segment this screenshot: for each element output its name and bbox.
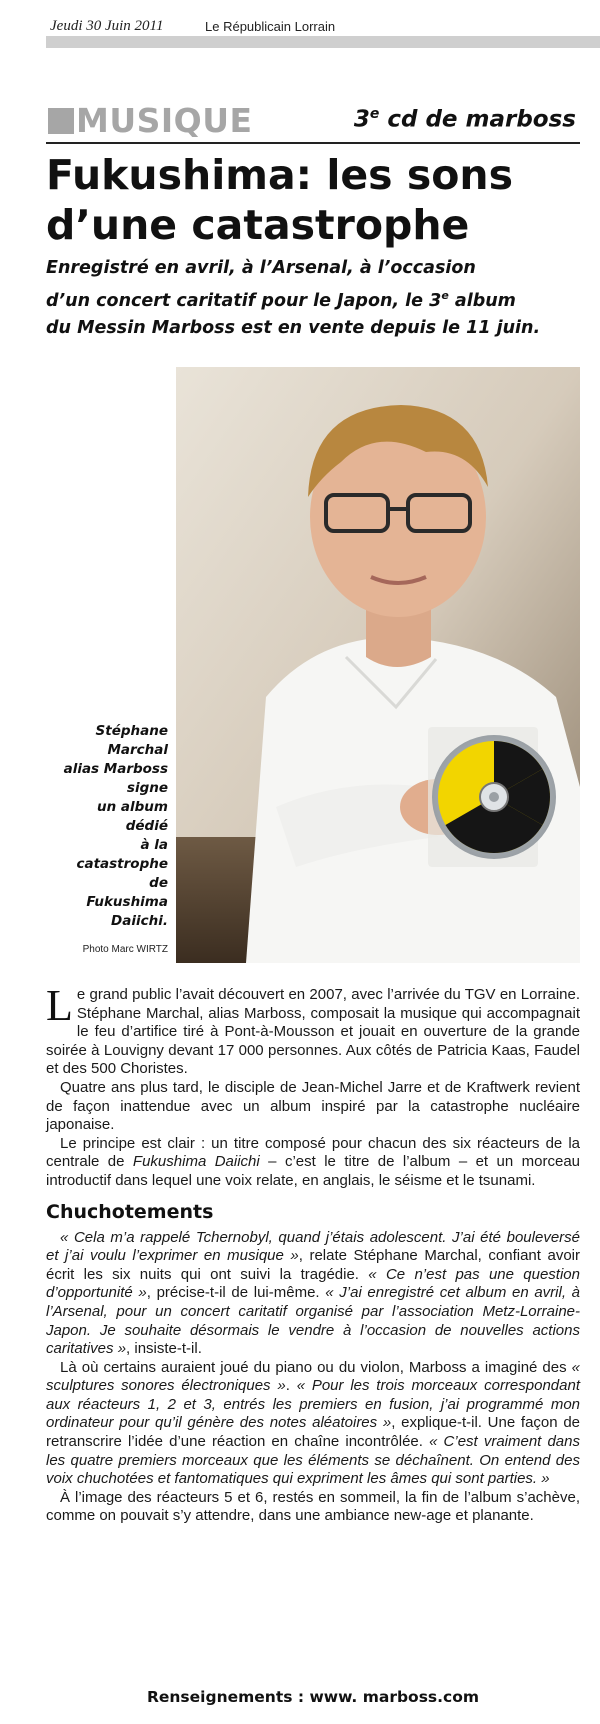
caption-line: catastrophe [76,856,168,872]
p5-text: , explique-t-il. Une façon de retranscrire l’idée d’une réaction en chaîne incontrôlée. [46,1414,581,1451]
standfirst-line-2b: album [448,290,516,311]
rubric-label: MUSIQUE [76,101,253,140]
caption-line: de [149,875,168,891]
footer-info: Renseignements : www. marboss.com [146,1688,480,1706]
headline-line-2: d’une catastrophe [46,201,470,249]
quote: « J’ai enregistré cet album en avril, à l’Arsenal, pour un concert caritatif organisé par l’association Metz-Lorraine-Japon. Je souhaite désormais le vendre à l’occasion de nouvelles actions caritatives » [46,1284,580,1358]
headline [46,150,586,250]
photo-credit: Photo Marc WIRTZ [82,944,168,955]
caption-line: Marchal [107,742,168,758]
quote: « Ce n’est pas une question d’opportunité » [46,1265,580,1302]
caption-line: à la [140,837,168,853]
kicker-text: cd de marboss [379,106,576,133]
portrait-illustration [176,367,580,963]
p3-text-a: Le principe est clair : un titre composé pour chacun des six réacteurs de la centrale de [46,1134,580,1171]
paragraph-1-text: e grand public l’avait découvert en 2007, avec l’arrivée du TGV en Lorraine. Stéphane Marchal, alias Marboss, composait la musique qui accompagnait le feu d’artifice tiré à Pont-à-Mousson et jouait en ouverture de la grande soirée à Louvigny devant 17 000 personnes. Aux côtés de Patricia Kaas, Faudel et des 500 Choristes. [46,986,580,1078]
kicker-sup: e [369,106,380,122]
drop-cap: L [46,981,73,1030]
quote: « sculptures sonores électroniques » [46,1358,580,1395]
p5-text: . [285,1377,297,1395]
publication-date: Jeudi 30 Juin 2011 [50,18,164,34]
newspaper-name: Le Républicain Lorrain [205,19,336,34]
p4-text: , insiste-t-il. [126,1340,202,1358]
caption-line: Fukushima [86,894,168,910]
quote: « Cela m’a rappelé Tchernobyl, quand j’étais adolescent. J’ai été bouleversé et j’ai voulu l’exprimer en musique » [46,1228,580,1265]
caption-line: alias Marboss [63,761,168,777]
paragraph-4 [46,1229,580,1359]
p3-emphasis: Fukushima Daiichi [132,1153,260,1171]
article-body [46,981,581,1526]
paragraph-5 [46,1359,580,1489]
standfirst-line-3: du Messin Marboss est en vente depuis le 11 juin. [46,317,541,338]
rubric-square-icon [48,108,74,134]
p4-text: , précise-t-il de lui-même. [146,1284,326,1302]
quote: « C’est vraiment dans les quatre premiers morceaux que les éléments se déchaînent. On entend des voix chuchotées et fantomatiques qui expriment les âmes qui sont parties. » [46,1433,580,1488]
header-rule [46,36,600,48]
paragraph-3 [46,1135,580,1191]
page-header [0,8,600,34]
article-photo [176,367,580,963]
standfirst-line-1: Enregistré en avril, à l’Arsenal, à l’occasion [46,258,476,278]
standfirst [46,255,586,342]
subheading: Chuchotements [46,1200,214,1223]
paragraph-2: Quatre ans plus tard, le disciple de Jean-Michel Jarre et de Kraftwerk revient de façon inattendue avec un album inspiré par la catastrophe nucléaire japonaise. [46,1078,580,1134]
p3-text-b: – c’est le titre de l’album – et un morceau introductif dans lequel une voix relate, en anglais, le séisme et le tsunami. [46,1153,581,1189]
caption-line: signe [126,780,168,796]
p5-text: Là où certains auraient joué du piano ou du violon, Marboss a imaginé des [60,1358,572,1376]
quote: « Pour les trois morceaux correspondant aux réacteurs 1, 2 et 3, entrés les premiers en fusion, j’ai programmé mon ordinateur pour qu’il génère des notes aléatoires » [46,1377,580,1432]
headline-line-1: Fukushima: les sons [46,151,514,199]
caption-line: Stéphane [95,723,168,739]
paragraph-1 [46,981,580,1079]
standfirst-line-2a: d’un concert caritatif pour le Japon, le 3 [46,290,442,311]
caption-line: dédié [125,818,168,834]
rubric-kicker [354,106,576,133]
rubric-row [46,100,580,144]
paragraph-6: À l’image des réacteurs 5 et 6, restés en sommeil, la fin de l’album s’achève, comme on pouvait s’y attendre, dans une ambiance new-age et planante. [46,1488,580,1525]
kicker-number: 3 [353,106,370,133]
caption-line: un album [96,799,168,815]
photo-caption [40,722,168,931]
caption-line: Daiichi. [111,913,168,929]
standfirst-sup: e [441,289,449,302]
p4-text: , relate Stéphane Marchal, confiant avoir écrit les six nuits qui ont suivi la tragédie. [46,1247,580,1283]
